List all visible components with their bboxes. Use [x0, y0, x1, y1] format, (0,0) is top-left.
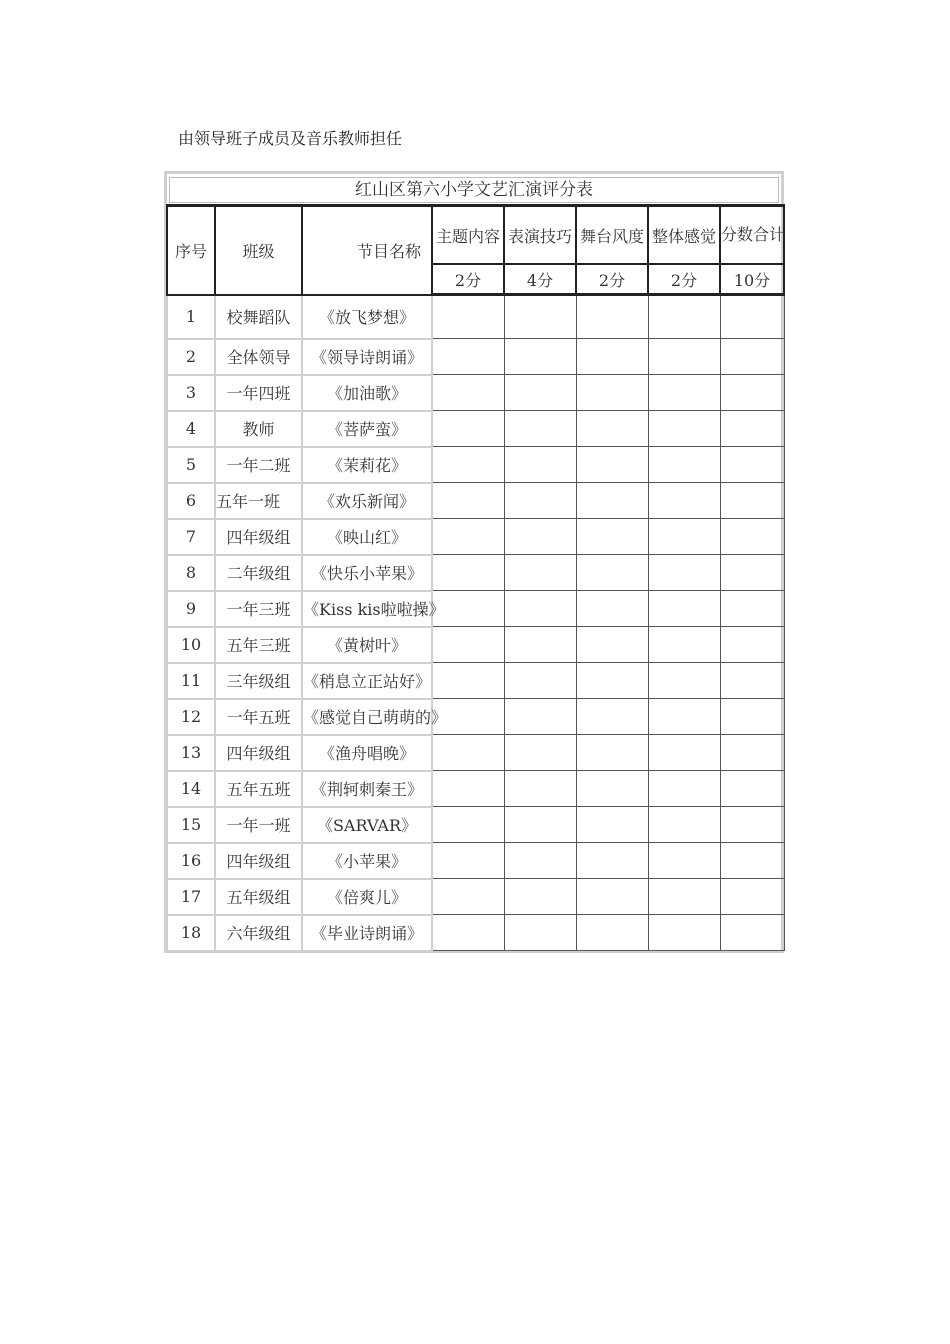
score-cell[interactable] [720, 591, 784, 627]
row-seq: 17 [167, 879, 215, 915]
score-cell[interactable] [648, 591, 720, 627]
score-cell[interactable] [720, 447, 784, 483]
table-row [167, 591, 784, 627]
score-cell[interactable] [432, 375, 504, 411]
row-program: 《渔舟唱晚》 [302, 735, 432, 771]
score-cell[interactable] [576, 483, 648, 519]
score-cell[interactable] [648, 663, 720, 699]
score-cell[interactable] [648, 483, 720, 519]
score-cell[interactable] [576, 735, 648, 771]
score-cell[interactable] [432, 519, 504, 555]
row-seq: 12 [167, 699, 215, 735]
score-cell[interactable] [648, 295, 720, 339]
score-cell[interactable] [648, 447, 720, 483]
score-cell[interactable] [432, 663, 504, 699]
score-cell[interactable] [504, 591, 576, 627]
points-stage: 2分 [576, 264, 648, 295]
row-program: 《加油歌》 [302, 375, 432, 411]
row-seq: 18 [167, 915, 215, 951]
row-class: 五年三班 [215, 627, 302, 663]
score-cell[interactable] [432, 339, 504, 375]
table-row [167, 699, 784, 735]
score-cell[interactable] [648, 375, 720, 411]
row-program: 《快乐小苹果》 [302, 555, 432, 591]
points-overall: 2分 [648, 264, 720, 295]
header-total: 分数合计 [720, 206, 784, 265]
organizer-note: 由领导班子成员及音乐教师担任 [178, 129, 403, 148]
table-row [167, 483, 784, 519]
score-cell[interactable] [504, 295, 576, 339]
score-cell[interactable] [432, 411, 504, 447]
table-row [167, 627, 784, 663]
score-cell[interactable] [576, 879, 648, 915]
row-program: 《感觉自己萌萌的》 [302, 699, 432, 735]
score-cell[interactable] [720, 483, 784, 519]
points-total: 10分 [720, 264, 784, 295]
score-cell[interactable] [720, 879, 784, 915]
table-row [167, 519, 784, 555]
score-cell[interactable] [576, 411, 648, 447]
row-seq: 14 [167, 771, 215, 807]
row-class: 五年一班 [215, 483, 302, 519]
score-cell[interactable] [504, 879, 576, 915]
score-cell[interactable] [504, 411, 576, 447]
table-row [167, 375, 784, 411]
score-cell[interactable] [504, 339, 576, 375]
score-cell[interactable] [648, 519, 720, 555]
header-class: 班级 [215, 206, 302, 295]
score-cell[interactable] [576, 915, 648, 951]
score-cell[interactable] [648, 879, 720, 915]
row-seq: 4 [167, 411, 215, 447]
score-cell[interactable] [720, 735, 784, 771]
table-row [167, 735, 784, 771]
score-cell[interactable] [720, 807, 784, 843]
row-seq: 13 [167, 735, 215, 771]
score-cell[interactable] [648, 735, 720, 771]
score-cell[interactable] [648, 555, 720, 591]
row-seq: 5 [167, 447, 215, 483]
score-cell[interactable] [720, 843, 784, 879]
score-cell[interactable] [720, 411, 784, 447]
header-criterion-skill: 表演技巧 [504, 206, 576, 265]
table-row [167, 411, 784, 447]
row-program: 《领导诗朗诵》 [302, 339, 432, 375]
score-cell[interactable] [576, 699, 648, 735]
points-skill: 4分 [504, 264, 576, 295]
row-seq: 16 [167, 843, 215, 879]
row-class: 教师 [215, 411, 302, 447]
table-row [167, 879, 784, 915]
sheet-title: 红山区第六小学文艺汇演评分表 [169, 177, 779, 203]
score-cell[interactable] [504, 447, 576, 483]
row-program: 《毕业诗朗诵》 [302, 915, 432, 951]
score-cell[interactable] [648, 339, 720, 375]
row-class: 全体领导 [215, 339, 302, 375]
row-class: 一年三班 [215, 591, 302, 627]
row-program: 《Kiss kis啦啦操》 [302, 591, 432, 627]
score-cell[interactable] [720, 375, 784, 411]
header-criterion-overall: 整体感觉 [648, 206, 720, 265]
score-cell[interactable] [504, 663, 576, 699]
row-seq: 6 [167, 483, 215, 519]
row-program: 《小苹果》 [302, 843, 432, 879]
score-cell[interactable] [576, 519, 648, 555]
row-seq: 11 [167, 663, 215, 699]
row-program: 《稍息立正站好》 [302, 663, 432, 699]
points-theme: 2分 [432, 264, 504, 295]
row-program: 《倍爽儿》 [302, 879, 432, 915]
row-class: 一年一班 [215, 807, 302, 843]
header-row [167, 206, 784, 265]
score-cell[interactable] [720, 663, 784, 699]
row-seq: 9 [167, 591, 215, 627]
score-cell[interactable] [432, 843, 504, 879]
header-seq: 序号 [167, 206, 215, 295]
row-seq: 8 [167, 555, 215, 591]
score-cell[interactable] [576, 339, 648, 375]
score-cell[interactable] [432, 483, 504, 519]
score-cell[interactable] [720, 339, 784, 375]
score-cell[interactable] [648, 915, 720, 951]
row-class: 四年级组 [215, 519, 302, 555]
score-cell[interactable] [576, 627, 648, 663]
row-class: 三年级组 [215, 663, 302, 699]
row-class: 四年级组 [215, 735, 302, 771]
table-row [167, 807, 784, 843]
score-cell[interactable] [432, 915, 504, 951]
row-class: 五年级组 [215, 879, 302, 915]
row-class: 五年五班 [215, 771, 302, 807]
row-class: 四年级组 [215, 843, 302, 879]
score-cell[interactable] [504, 915, 576, 951]
row-class: 一年四班 [215, 375, 302, 411]
row-seq: 7 [167, 519, 215, 555]
row-seq: 10 [167, 627, 215, 663]
score-cell[interactable] [720, 627, 784, 663]
score-cell[interactable] [504, 375, 576, 411]
score-cell[interactable] [648, 771, 720, 807]
score-cell[interactable] [576, 447, 648, 483]
score-cell[interactable] [504, 555, 576, 591]
row-seq: 15 [167, 807, 215, 843]
score-cell[interactable] [432, 555, 504, 591]
score-cell[interactable] [504, 699, 576, 735]
row-program: 《欢乐新闻》 [302, 483, 432, 519]
score-cell[interactable] [504, 843, 576, 879]
row-program: 《黄树叶》 [302, 627, 432, 663]
score-cell[interactable] [720, 915, 784, 951]
score-cell[interactable] [648, 843, 720, 879]
row-program: 《映山红》 [302, 519, 432, 555]
row-program: 《放飞梦想》 [302, 295, 432, 339]
score-cell[interactable] [576, 375, 648, 411]
header-criterion-stage: 舞台风度 [576, 206, 648, 265]
score-cell[interactable] [432, 771, 504, 807]
score-cell[interactable] [720, 699, 784, 735]
score-cell[interactable] [432, 447, 504, 483]
score-cell[interactable] [504, 771, 576, 807]
score-cell[interactable] [648, 627, 720, 663]
score-cell[interactable] [576, 295, 648, 339]
table-row [167, 555, 784, 591]
score-cell[interactable] [648, 411, 720, 447]
row-program: 《茉莉花》 [302, 447, 432, 483]
row-program: 《菩萨蛮》 [302, 411, 432, 447]
score-cell[interactable] [432, 627, 504, 663]
row-program: 《SARVAR》 [302, 807, 432, 843]
score-cell[interactable] [576, 843, 648, 879]
row-seq: 1 [167, 295, 215, 339]
score-cell[interactable] [432, 295, 504, 339]
score-cell[interactable] [432, 735, 504, 771]
score-cell[interactable] [576, 555, 648, 591]
score-cell[interactable] [720, 555, 784, 591]
score-cell[interactable] [648, 699, 720, 735]
row-class: 二年级组 [215, 555, 302, 591]
row-class: 六年级组 [215, 915, 302, 951]
table-row [167, 843, 784, 879]
score-cell[interactable] [576, 807, 648, 843]
score-cell[interactable] [432, 807, 504, 843]
score-cell[interactable] [504, 627, 576, 663]
score-cell[interactable] [720, 519, 784, 555]
table-body [167, 295, 784, 951]
row-class: 校舞蹈队 [215, 295, 302, 339]
header-program: 节目名称 [302, 206, 432, 295]
row-seq: 3 [167, 375, 215, 411]
score-cell[interactable] [504, 807, 576, 843]
score-cell[interactable] [576, 663, 648, 699]
score-cell[interactable] [576, 591, 648, 627]
table-row [167, 295, 784, 339]
table-row [167, 339, 784, 375]
header-criterion-theme: 主题内容 [432, 206, 504, 265]
table-row [167, 771, 784, 807]
row-seq: 2 [167, 339, 215, 375]
score-cell[interactable] [504, 735, 576, 771]
score-cell[interactable] [720, 771, 784, 807]
score-cell[interactable] [504, 483, 576, 519]
score-cell[interactable] [648, 807, 720, 843]
score-cell[interactable] [576, 771, 648, 807]
table-row [167, 447, 784, 483]
score-table [166, 204, 785, 952]
score-cell[interactable] [504, 519, 576, 555]
row-class: 一年五班 [215, 699, 302, 735]
score-cell[interactable] [432, 879, 504, 915]
score-cell[interactable] [720, 295, 784, 339]
table-row [167, 663, 784, 699]
row-class: 一年二班 [215, 447, 302, 483]
table-row [167, 915, 784, 951]
row-program: 《荆轲刺秦王》 [302, 771, 432, 807]
